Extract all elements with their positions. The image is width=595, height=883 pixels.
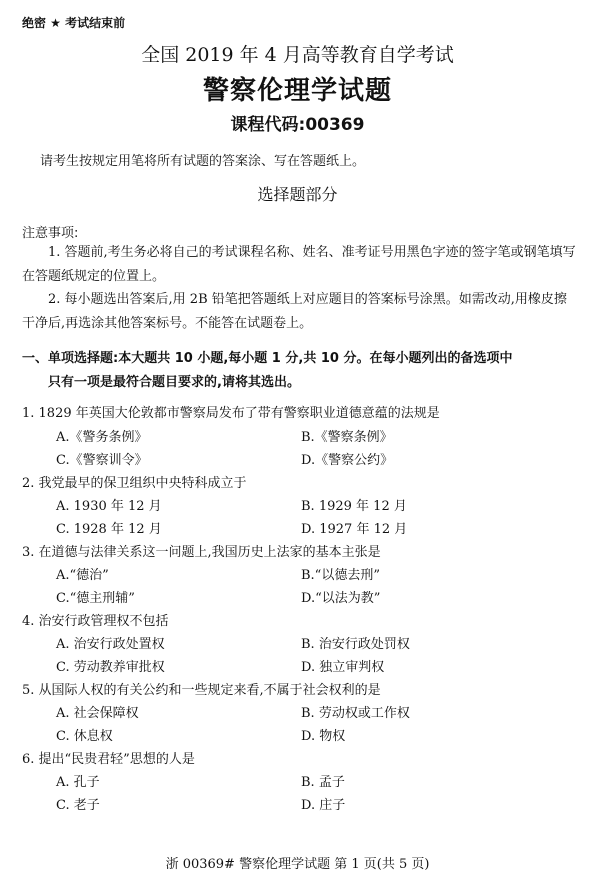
question-5-option-c: C. 休息权 (56, 729, 113, 744)
question-3-option-a: A.“德治” (56, 568, 109, 583)
question-3-option-d: D.“以法为教” (301, 591, 381, 606)
question-3-option-b: B.“以德去刑” (301, 568, 380, 583)
subject-title: 警察伦理学试题 (202, 76, 392, 106)
question-1-option-a: A.《警务条例》 (56, 430, 148, 445)
question-2-option-a: A. 1930 年 12 月 (56, 499, 162, 514)
question-3-stem: 3. 在道德与法律关系这一问题上,我国历史上法家的基本主张是 (22, 545, 381, 560)
part-heading-line1: 一、单项选择题:本大题共 10 小题,每小题 1 分,共 10 分。在每小题列出的备选项中 (22, 351, 513, 366)
question-4-stem: 4. 治安行政管理权不包括 (22, 614, 169, 629)
note-item-1: 1. 答题前,考生务必将自己的考试课程名称、姓名、准考证号用黑色字迹的签字笔或钢笔填写在答题纸规定的位置上。 (22, 245, 576, 284)
question-5-option-d: D. 物权 (301, 729, 346, 744)
part-heading (22, 347, 577, 395)
question-3-option-c: C.“德主刑辅” (56, 591, 135, 606)
question-5-stem: 5. 从国际人权的有关公约和一些规定来看,不属于社会权利的是 (22, 683, 381, 698)
page-footer: 浙 00369# 警察伦理学试题 第 1 页(共 5 页) (165, 857, 430, 872)
note-item-2: 2. 每小题选出答案后,用 2B 铅笔把答题纸上对应题目的答案标号涂黑。如需改动,用橡皮擦干净后,再选涂其他答案标号。不能答在试题卷上。 (22, 292, 567, 331)
part-heading-line2: 只有一项是最符合题目要求的,请将其选出。 (48, 375, 300, 390)
course-code: 课程代码:00369 (230, 115, 365, 135)
question-4-option-d: D. 独立审判权 (301, 660, 385, 675)
question-6-option-b: B. 孟子 (301, 775, 345, 790)
question-1-option-d: D.《警察公约》 (301, 453, 394, 468)
answer-instruction: 请考生按规定用笔将所有试题的答案涂、写在答题纸上。 (40, 154, 366, 169)
question-5-option-a: A. 社会保障权 (56, 706, 139, 721)
exam-title: 全国 2019 年 4 月高等教育自学考试 (141, 44, 454, 66)
question-4-option-a: A. 治安行政处置权 (56, 637, 165, 652)
question-5-option-b: B. 劳动权或工作权 (301, 706, 410, 721)
question-1-option-c: C.《警察训令》 (56, 453, 148, 468)
confidential-label: 绝密 ★ 考试结束前 (22, 16, 126, 30)
question-2-option-c: C. 1928 年 12 月 (56, 522, 162, 537)
question-4-option-c: C. 劳动教养审批权 (56, 660, 165, 675)
question-6-option-a: A. 孔子 (56, 775, 100, 790)
question-6-stem: 6. 提出“民贵君轻”思想的人是 (22, 752, 195, 767)
question-1-option-b: B.《警察条例》 (301, 430, 393, 445)
notes-heading: 注意事项: (22, 226, 79, 241)
question-6-option-c: C. 老子 (56, 798, 100, 813)
question-2-option-d: D. 1927 年 12 月 (301, 522, 408, 537)
section-title: 选择题部分 (257, 185, 338, 204)
question-1-stem: 1. 1829 年英国大伦敦都市警察局发布了带有警察职业道德意蕴的法规是 (22, 406, 440, 421)
question-2-option-b: B. 1929 年 12 月 (301, 499, 407, 514)
question-4-option-b: B. 治安行政处罚权 (301, 637, 410, 652)
question-6-option-d: D. 庄子 (301, 798, 346, 813)
question-2-stem: 2. 我党最早的保卫组织中央特科成立于 (22, 476, 247, 491)
